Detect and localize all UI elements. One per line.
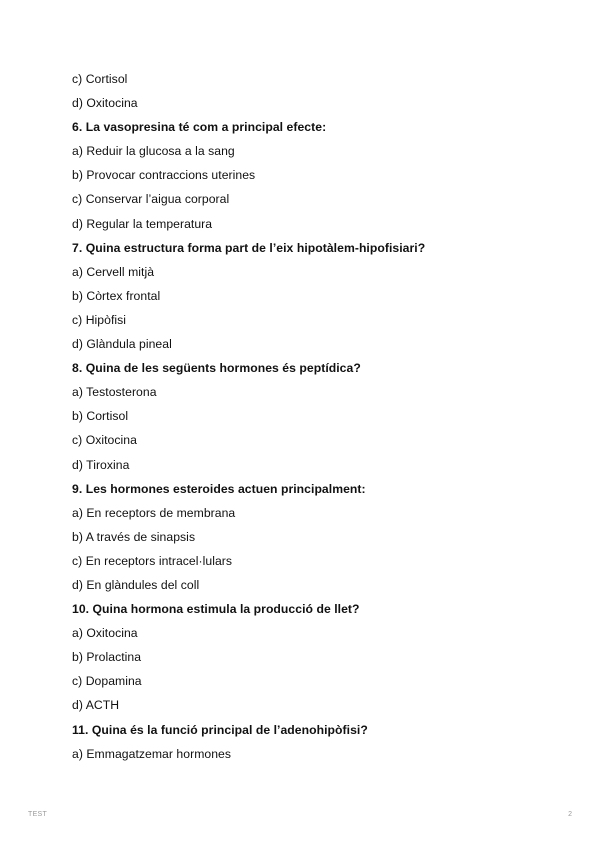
- footer-label: TEST: [28, 811, 48, 818]
- question-heading: 11. Quina és la funció principal de l’adenohipòfisi?: [72, 722, 368, 737]
- option-line: a) En receptors de membrana: [72, 505, 236, 520]
- option-line: d) ACTH: [72, 698, 120, 713]
- option-line: b) Cortisol: [72, 409, 129, 424]
- option-line: c) Conservar l’aigua corporal: [72, 192, 230, 207]
- option-line: c) En receptors intracel·lulars: [72, 553, 233, 568]
- option-line: a) Reduir la glucosa a la sang: [72, 144, 235, 159]
- option-line: d) Glàndula pineal: [72, 337, 172, 352]
- question-heading: 10. Quina hormona estimula la producció de llet?: [72, 602, 360, 617]
- question-heading: 8. Quina de les següents hormones és peptídica?: [72, 361, 361, 376]
- option-line: b) Prolactina: [72, 650, 142, 665]
- option-line: b) A través de sinapsis: [72, 529, 196, 544]
- option-line: d) Oxitocina: [72, 96, 138, 111]
- document-body: [72, 72, 542, 771]
- option-line: c) Dopamina: [72, 674, 142, 689]
- option-line: d) Tiroxina: [72, 457, 130, 472]
- option-line: a) Emmagatzemar hormones: [72, 746, 232, 761]
- page-number: 2: [568, 811, 572, 818]
- option-line: a) Testosterona: [72, 385, 157, 400]
- option-line: c) Oxitocina: [72, 433, 137, 448]
- question-heading: 9. Les hormones esteroides actuen principalment:: [72, 481, 366, 496]
- option-line: d) En glàndules del coll: [72, 577, 200, 592]
- option-line: c) Cortisol: [72, 72, 128, 86]
- option-line: b) Provocar contraccions uterines: [72, 168, 256, 183]
- option-line: a) Oxitocina: [72, 626, 138, 641]
- option-line: d) Regular la temperatura: [72, 216, 213, 231]
- question-heading: 7. Quina estructura forma part de l’eix hipotàlem-hipofisiari?: [72, 240, 426, 255]
- option-line: c) Hipòfisi: [72, 312, 127, 327]
- question-heading: 6. La vasopresina té com a principal efecte:: [72, 120, 327, 135]
- option-line: b) Còrtex frontal: [72, 288, 161, 303]
- option-line: a) Cervell mitjà: [72, 264, 155, 279]
